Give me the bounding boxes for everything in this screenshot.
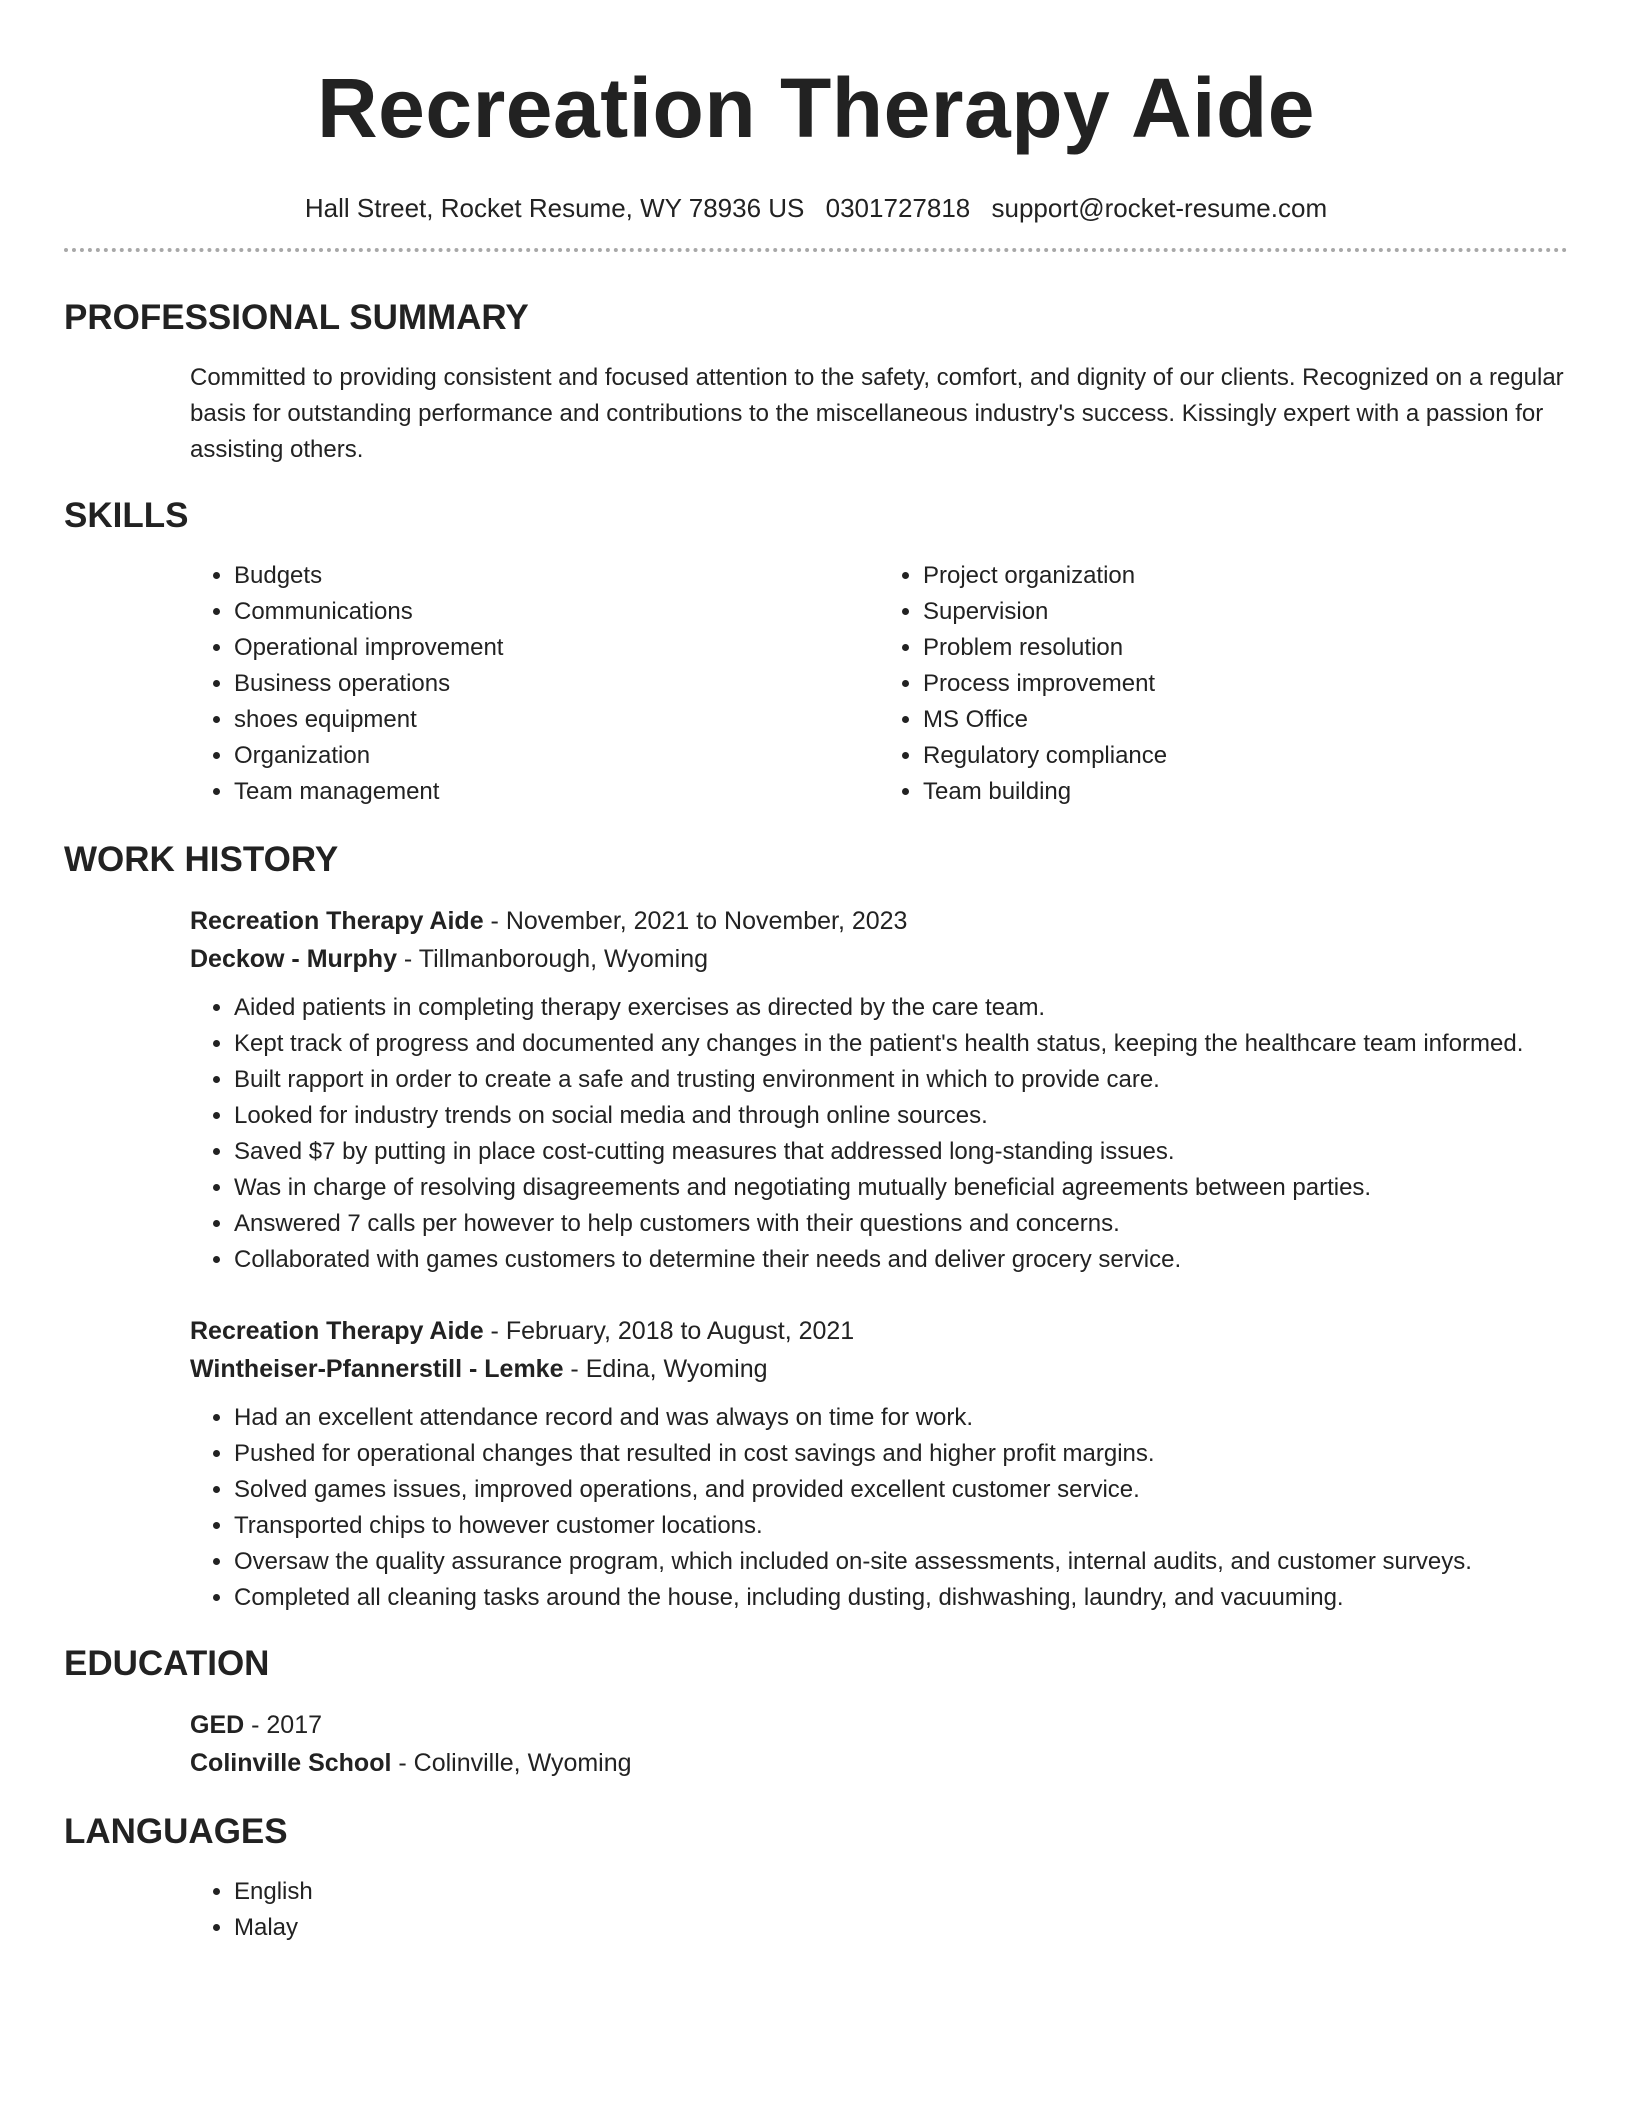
summary-text: Committed to providing consistent and focused attention to the safety, comfort, and dignity of our clients. Recognized on a regular basis for outstanding performance and contributions to the miscellaneous industry's success. Kissingly expert with a passion for assisting others.: [190, 364, 1564, 463]
job-bullet: • Transported chips to however customer locations.: [234, 1508, 1568, 1544]
languages-section: [64, 1810, 1568, 1946]
skill-item: • Operational improvement: [234, 630, 879, 666]
resume-name: Recreation Therapy Aide: [316, 61, 1315, 155]
education-school: Colinville School: [190, 1749, 392, 1777]
job-bullet: • Answered 7 calls per however to help customers with their questions and concerns.: [234, 1206, 1568, 1242]
skill-item: • Process improvement: [923, 666, 1568, 702]
education-section: [64, 1642, 1568, 1782]
skills-title: SKILLS: [64, 496, 189, 535]
skills-section: [64, 494, 1568, 810]
job-company-line: [190, 940, 1568, 978]
contact-phone: 0301727818: [825, 193, 971, 223]
work-history-section: [64, 838, 1568, 1616]
education-school-line: [190, 1744, 1568, 1782]
skills-grid: [190, 558, 1568, 810]
job-bullet: • Oversaw the quality assurance program, which included on-site assessments, internal audits, and customer surveys.: [234, 1544, 1568, 1580]
skill-item: • Supervision: [923, 594, 1568, 630]
work-history-title: WORK HISTORY: [64, 840, 339, 879]
skill-item: • Problem resolution: [923, 630, 1568, 666]
job-title-line: [190, 1312, 1568, 1350]
job-company: Deckow - Murphy: [190, 945, 397, 973]
job-entry: [190, 902, 1568, 1278]
job-dates: - November, 2021 to November, 2023: [483, 907, 908, 935]
languages-list: [190, 1874, 1568, 1946]
header-divider: [64, 248, 1568, 252]
job-bullet: • Aided patients in completing therapy exercises as directed by the care team.: [234, 990, 1568, 1026]
job-bullets: [190, 1400, 1568, 1616]
skill-item: • Budgets: [234, 558, 879, 594]
contact-email: support@rocket-resume.com: [991, 193, 1328, 223]
job-bullet: • Completed all cleaning tasks around the house, including dusting, dishwashing, laundry, and vacuuming.: [234, 1580, 1568, 1616]
job-title-line: [190, 902, 1568, 940]
skill-item: • Project organization: [923, 558, 1568, 594]
skill-item: • Team building: [923, 774, 1568, 810]
education-degree-line: [190, 1706, 1568, 1744]
skill-item: • Organization: [234, 738, 879, 774]
education-location: - Colinville, Wyoming: [391, 1749, 632, 1777]
summary-title: PROFESSIONAL SUMMARY: [64, 298, 529, 337]
education-entry: [190, 1706, 1568, 1782]
job-company-line: [190, 1350, 1568, 1388]
skill-item: • MS Office: [923, 702, 1568, 738]
education-degree: GED: [190, 1711, 245, 1739]
job-bullets: [190, 990, 1568, 1278]
job-bullet: • Pushed for operational changes that resulted in cost savings and higher profit margins.: [234, 1436, 1568, 1472]
job-bullet: • Looked for industry trends on social media and through online sources.: [234, 1098, 1568, 1134]
job-bullet: • Saved $7 by putting in place cost-cutting measures that addressed long-standing issues.: [234, 1134, 1568, 1170]
language-item: • English: [234, 1874, 1568, 1910]
language-item: • Malay: [234, 1910, 1568, 1946]
job-location: - Edina, Wyoming: [563, 1355, 768, 1383]
skill-item: • shoes equipment: [234, 702, 879, 738]
skill-item: • Communications: [234, 594, 879, 630]
summary-section: [64, 296, 1568, 468]
job-bullet: • Was in charge of resolving disagreements and negotiating mutually beneficial agreements between parties.: [234, 1170, 1568, 1206]
languages-title: LANGUAGES: [64, 1812, 288, 1851]
job-dates: - February, 2018 to August, 2021: [483, 1317, 855, 1345]
skill-item: • Regulatory compliance: [923, 738, 1568, 774]
job-location: - Tillmanborough, Wyoming: [396, 945, 708, 973]
job-bullet: • Collaborated with games customers to determine their needs and deliver grocery service.: [234, 1242, 1568, 1278]
contact-address: Hall Street, Rocket Resume, WY 78936 US: [304, 193, 805, 223]
education-year: - 2017: [244, 1711, 323, 1739]
job-bullet: • Kept track of progress and documented any changes in the patient's health status, keeping the healthcare team informed.: [234, 1026, 1568, 1062]
job-bullet: • Built rapport in order to create a safe and trusting environment in which to provide care.: [234, 1062, 1568, 1098]
skills-right-column: [879, 558, 1568, 810]
job-role: Recreation Therapy Aide: [190, 907, 484, 935]
job-bullet: • Solved games issues, improved operations, and provided excellent customer service.: [234, 1472, 1568, 1508]
job-role: Recreation Therapy Aide: [190, 1317, 484, 1345]
skill-item: • Team management: [234, 774, 879, 810]
job-company: Wintheiser-Pfannerstill - Lemke: [190, 1355, 564, 1383]
job-entry: [190, 1312, 1568, 1616]
skill-item: • Business operations: [234, 666, 879, 702]
contact-line: [64, 192, 1568, 224]
education-title: EDUCATION: [64, 1644, 270, 1683]
job-bullet: • Had an excellent attendance record and was always on time for work.: [234, 1400, 1568, 1436]
skills-left-column: [190, 558, 879, 810]
